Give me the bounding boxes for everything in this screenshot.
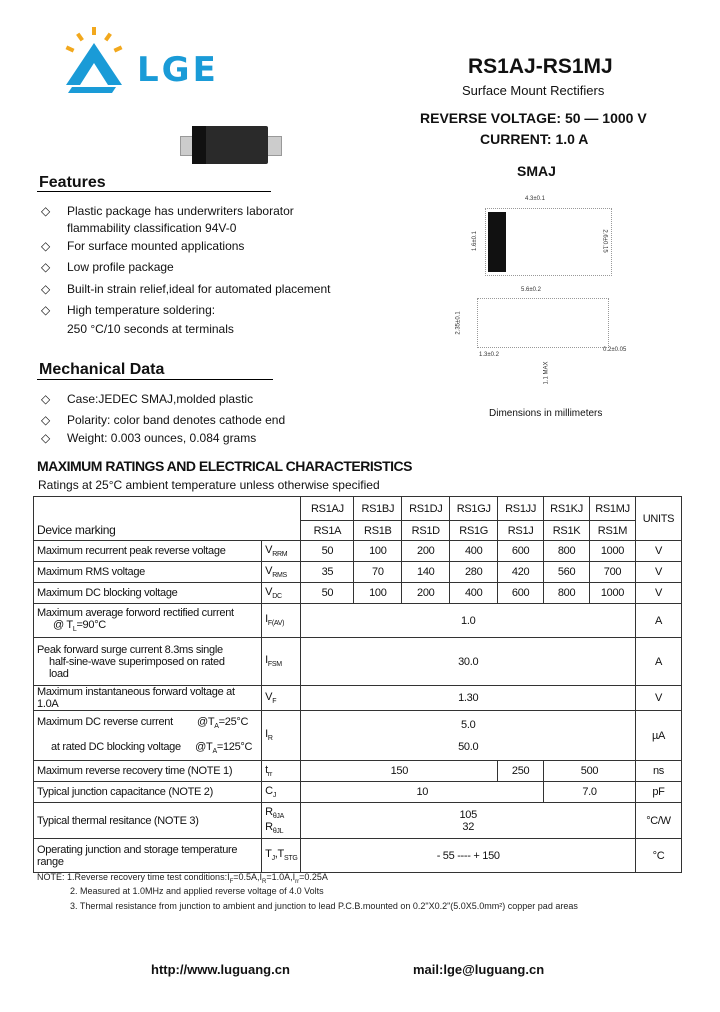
value-cell: 100 (354, 583, 402, 604)
mechanical-item: Weight: 0.003 ounces, 0.084 grams (67, 431, 257, 445)
mechanical-heading: Mechanical Data (39, 361, 165, 378)
ratings-title: MAXIMUM RATINGS AND ELECTRICAL CHARACTERISTICS (37, 458, 412, 474)
value-cell: 30.0 (301, 638, 636, 686)
table-row (34, 562, 682, 583)
mechanical-item: Polarity: color band denotes cathode end (67, 413, 286, 427)
symbol-cell: $V_F$ (262, 686, 301, 711)
symbol-cell: $V_{RRM}$ (262, 541, 301, 562)
table-row (34, 638, 682, 686)
diamond-icon: ◇ (41, 413, 51, 427)
table-row (34, 521, 682, 541)
features-rule (37, 191, 271, 192)
diamond-icon: ◇ (41, 282, 51, 296)
value-cell: 420 (498, 562, 544, 583)
param-label: Operating junction and storage temperature range (34, 839, 262, 873)
dim-label: 1.3±0.2 (479, 352, 499, 358)
value-cell: 100 (354, 541, 402, 562)
feature-item: High temperature soldering: (67, 303, 216, 317)
features-heading: Features (39, 174, 106, 191)
table-row (34, 803, 682, 839)
value-cell: 5.0 50.0 (301, 711, 636, 761)
diamond-icon: ◇ (41, 303, 51, 317)
value-cell: 105 32 (301, 803, 636, 839)
note-3: 3. Thermal resistance from junction to ambient and junction to lead P.C.B.mounted on 0.2"X0.2"(5.0X5.0mm²) copper pad areas (70, 901, 578, 911)
value-cell: 600 (498, 541, 544, 562)
part-header: RS1AJ (301, 497, 354, 521)
part-header: RS1GJ (450, 497, 498, 521)
table-row (34, 541, 682, 562)
param-label: Typical junction capacitance (NOTE 2) (34, 782, 262, 803)
value-cell: 600 (498, 583, 544, 604)
current-spec: CURRENT: 1.0 A (480, 131, 589, 147)
value-cell: 7.0 (544, 782, 636, 803)
table-row (34, 782, 682, 803)
unit-cell: A (635, 604, 681, 638)
value-cell: 70 (354, 562, 402, 583)
param-label: Maximum RMS voltage (34, 562, 262, 583)
table-row (34, 497, 682, 521)
dim-label: 0.2±0.05 (603, 347, 627, 353)
body-outline-side (477, 298, 609, 348)
marking-cell: RS1D (402, 521, 450, 541)
value-cell: 1000 (590, 541, 636, 562)
symbol-cell: $V_{DC}$ (262, 583, 301, 604)
note-1: NOTE: 1.Reverse recovery time test $conditions:I_F=0.5A,I_R=1.0A,I_{rr}=0.25A$ (37, 872, 328, 885)
feature-item: Built-in strain relief,ideal for automated placement (67, 282, 331, 296)
footer-url[interactable]: http://www.luguang.cn (151, 962, 290, 977)
reverse-voltage-spec: REVERSE VOLTAGE: 50 — 1000 V (420, 110, 647, 126)
table-row (34, 686, 682, 711)
unit-cell: µA (635, 711, 681, 761)
marking-cell: RS1J (498, 521, 544, 541)
value-cell: 200 (402, 583, 450, 604)
marking-cell: RS1K (544, 521, 590, 541)
value-cell: 800 (544, 541, 590, 562)
package-name: SMAJ (517, 163, 556, 179)
unit-cell: V (635, 562, 681, 583)
value-cell: 280 (450, 562, 498, 583)
value-cell: 10 (301, 782, 544, 803)
param-label: Maximum instantaneous forward voltage at 1.0A (34, 686, 262, 711)
symbol-cell: $I_{F(AV)}$ (262, 604, 301, 638)
package-photo (180, 124, 280, 164)
logo-text: LGE (137, 50, 219, 90)
feature-item: flammability classification 94V-0 (67, 221, 237, 235)
value-cell: 250 (498, 761, 544, 782)
mechanical-item: Case:JEDEC SMAJ,molded plastic (67, 392, 254, 406)
symbol-cell: $R_{\theta JA}$ $R_{\theta JL}$ (262, 803, 301, 839)
dim-label: 5.6±0.2 (521, 287, 541, 293)
table-row (34, 583, 682, 604)
part-title: RS1AJ-RS1MJ (468, 55, 613, 78)
value-cell: 35 (301, 562, 354, 583)
param-label: Maximum DC blocking voltage (34, 583, 262, 604)
param-label: Maximum DC reverse current $@T_A=25^\circ C$ at rated DC blocking voltage $@T_A=125^\circ C$ (34, 711, 262, 761)
part-header: RS1DJ (402, 497, 450, 521)
unit-cell: ns (635, 761, 681, 782)
symbol-cell: $I_{FSM}$ (262, 638, 301, 686)
param-label: Maximum recurrent peak reverse voltage (34, 541, 262, 562)
value-cell: 1.30 (301, 686, 636, 711)
ratings-subtitle: Ratings at 25°C ambient temperature unless otherwise specified (38, 478, 380, 492)
value-cell: 150 (301, 761, 498, 782)
value-cell: 400 (450, 583, 498, 604)
unit-cell: V (635, 583, 681, 604)
dim-label: 4.3±0.1 (525, 196, 545, 202)
part-header: RS1MJ (590, 497, 636, 521)
part-header: RS1KJ (544, 497, 590, 521)
dim-label: 2.35±0.1 (455, 311, 462, 335)
symbol-cell: $t_{rr}$ (262, 761, 301, 782)
value-cell: 500 (544, 761, 636, 782)
logo-icon (60, 25, 140, 95)
unit-cell: °C/W (635, 803, 681, 839)
diamond-icon: ◇ (41, 204, 51, 218)
feature-item: Plastic package has underwriters laborator (67, 204, 294, 218)
diamond-icon: ◇ (41, 431, 51, 445)
mechanical-rule (37, 379, 273, 380)
dimension-diagram (455, 192, 655, 397)
logo (60, 25, 140, 95)
marking-cell: RS1B (354, 521, 402, 541)
unit-cell: V (635, 541, 681, 562)
feature-item: 250 °C/10 seconds at terminals (67, 322, 234, 336)
value-cell: 50 (301, 541, 354, 562)
value-cell: 700 (590, 562, 636, 583)
feature-item: For surface mounted applications (67, 239, 245, 253)
marking-cell: RS1A (301, 521, 354, 541)
value-cell: 140 (402, 562, 450, 583)
value-cell: 1000 (590, 583, 636, 604)
symbol-cell: $I_R$ (262, 711, 301, 761)
table-row (34, 839, 682, 873)
units-header: UNITS (635, 497, 681, 541)
param-label: Typical thermal resitance (NOTE 3) (34, 803, 262, 839)
feature-item: Low profile package (67, 260, 174, 274)
table-row (34, 604, 682, 638)
cathode-band (488, 212, 506, 272)
unit-cell: pF (635, 782, 681, 803)
unit-cell: V (635, 686, 681, 711)
dim-label: 1.6±0.1 (471, 231, 478, 251)
symbol-cell: $T_J,T_{STG}$ (262, 839, 301, 873)
marking-cell: RS1G (450, 521, 498, 541)
value-cell: 800 (544, 583, 590, 604)
diamond-icon: ◇ (41, 392, 51, 406)
value-cell: - 55 ---- + 150 (301, 839, 636, 873)
value-cell: 50 (301, 583, 354, 604)
value-cell: 1.0 (301, 604, 636, 638)
symbol-cell: $V_{RMS}$ (262, 562, 301, 583)
dim-label: 2.6±0.15 (601, 229, 608, 253)
ratings-table (33, 496, 682, 873)
part-subtitle: Surface Mount Rectifiers (462, 83, 605, 98)
footer-mail[interactable]: mail:lge@luguang.cn (413, 962, 545, 977)
param-label: Maximum average forword rectified current @ $T_L=90^\circ C$ (34, 604, 262, 638)
param-label: Peak forward surge current 8.3ms single half-sine-wave superimposed on rated load (34, 638, 262, 686)
unit-cell: °C (635, 839, 681, 873)
param-label: Maximum reverse recovery time (NOTE 1) (34, 761, 262, 782)
diamond-icon: ◇ (41, 239, 51, 253)
part-header: RS1BJ (354, 497, 402, 521)
marking-cell: RS1M (590, 521, 636, 541)
value-cell: 560 (544, 562, 590, 583)
dim-label: 1.1 MAX (543, 361, 550, 385)
diagram-caption: Dimensions in millimeters (489, 408, 603, 419)
marking-label: Device marking (34, 521, 301, 541)
part-header: RS1JJ (498, 497, 544, 521)
table-row (34, 711, 682, 761)
note-2: 2. Measured at 1.0MHz and applied reverse voltage of 4.0 Volts (70, 886, 324, 896)
symbol-cell: $C_J$ (262, 782, 301, 803)
diamond-icon: ◇ (41, 260, 51, 274)
unit-cell: A (635, 638, 681, 686)
table-row (34, 761, 682, 782)
value-cell: 200 (402, 541, 450, 562)
value-cell: 400 (450, 541, 498, 562)
